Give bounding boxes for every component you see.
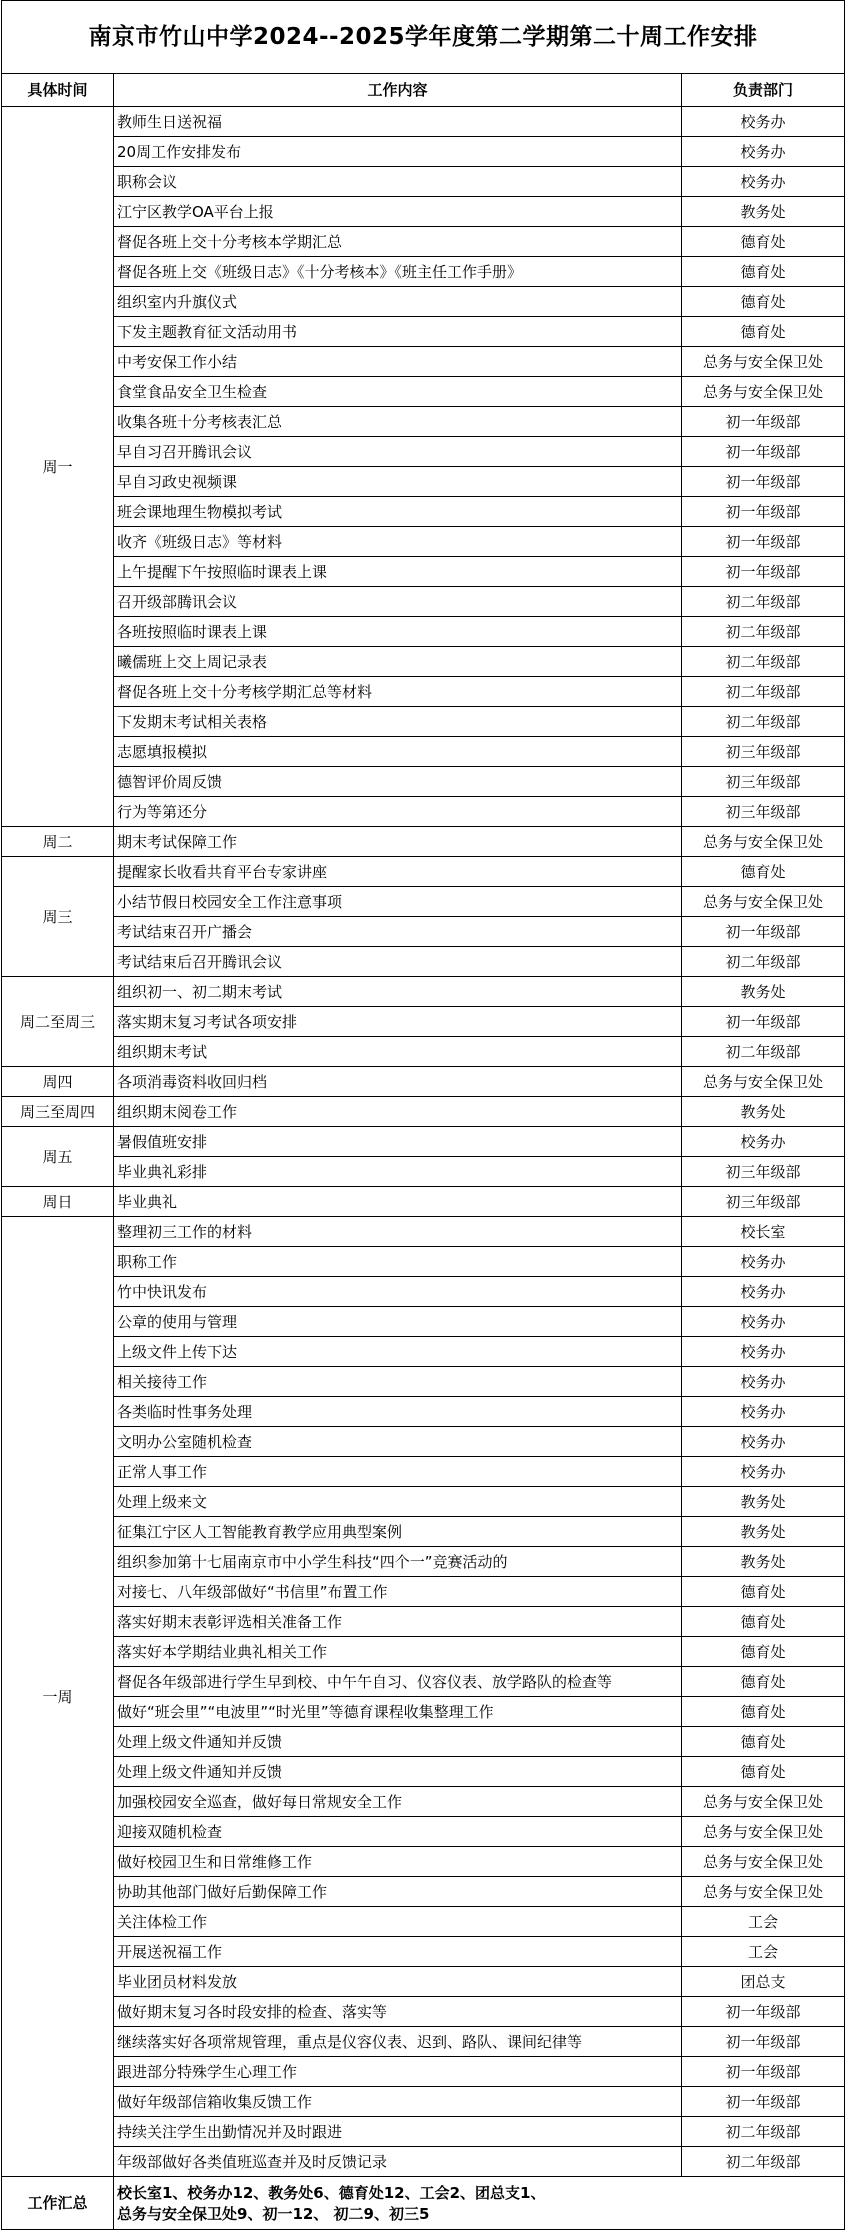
content-cell: 协助其他部门做好后勤保障工作 [114,1877,682,1907]
content-cell: 考试结束召开广播会 [114,917,682,947]
table-row [2,1757,845,1787]
content-cell: 相关接待工作 [114,1367,682,1397]
table-row [2,1217,845,1247]
table-row [2,527,845,557]
dept-cell: 初三年级部 [682,1157,845,1187]
content-cell: 职称工作 [114,1247,682,1277]
dept-cell: 德育处 [682,857,845,887]
dept-cell: 教务处 [682,1097,845,1127]
content-cell: 食堂食品安全卫生检查 [114,377,682,407]
dept-cell: 总务与安全保卫处 [682,347,845,377]
content-cell: 文明办公室随机检查 [114,1427,682,1457]
dept-cell: 初二年级部 [682,587,845,617]
table-row [2,497,845,527]
dept-cell: 工会 [682,1907,845,1937]
content-cell: 组织期末考试 [114,1037,682,1067]
table-row [2,707,845,737]
table-row [2,1727,845,1757]
dept-cell: 初三年级部 [682,737,845,767]
content-cell: 竹中快讯发布 [114,1277,682,1307]
schedule-body [2,107,845,2177]
content-cell: 落实好期末表彰评选相关准备工作 [114,1607,682,1637]
dept-cell: 德育处 [682,1607,845,1637]
table-row [2,107,845,137]
content-cell: 处理上级文件通知并反馈 [114,1757,682,1787]
dept-cell: 初三年级部 [682,767,845,797]
table-row [2,1457,845,1487]
time-cell: 周一 [2,107,114,827]
dept-cell: 教务处 [682,1487,845,1517]
dept-cell: 教务处 [682,977,845,1007]
table-row [2,1997,845,2027]
table-row [2,1397,845,1427]
content-cell: 组织期末阅卷工作 [114,1097,682,1127]
content-cell: 落实好本学期结业典礼相关工作 [114,1637,682,1667]
dept-cell: 总务与安全保卫处 [682,1817,845,1847]
dept-cell: 初二年级部 [682,1037,845,1067]
content-cell: 毕业团员材料发放 [114,1967,682,1997]
summary-line-2: 总务与安全保卫处9、初一12、 初二9、初三5 [117,2205,430,2223]
content-cell: 组织初一、初二期末考试 [114,977,682,1007]
content-cell: 开展送祝福工作 [114,1937,682,1967]
content-cell: 做好“班会里”“电波里”“时光里”等德育课程收集整理工作 [114,1697,682,1727]
content-cell: 德智评价周反馈 [114,767,682,797]
dept-cell: 教务处 [682,197,845,227]
table-row [2,917,845,947]
table-row [2,1967,845,1997]
dept-cell: 初三年级部 [682,1187,845,1217]
dept-cell: 校务办 [682,1367,845,1397]
table-row [2,827,845,857]
table-row [2,1187,845,1217]
dept-cell: 工会 [682,1937,845,1967]
table-row [2,1817,845,1847]
table-row [2,2027,845,2057]
table-row [2,137,845,167]
content-cell: 曦儒班上交上周记录表 [114,647,682,677]
content-cell: 上级文件上传下达 [114,1337,682,1367]
dept-cell: 教务处 [682,1517,845,1547]
table-row [2,1667,845,1697]
dept-cell: 校务办 [682,1277,845,1307]
content-cell: 关注体检工作 [114,1907,682,1937]
content-cell: 毕业典礼 [114,1187,682,1217]
table-row [2,1157,845,1187]
dept-cell: 校务办 [682,107,845,137]
summary-line-1: 校长室1、校务办12、教务处6、德育处12、工会2、团总支1、 [117,2184,546,2202]
content-cell: 小结节假日校园安全工作注意事项 [114,887,682,917]
content-cell: 20周工作安排发布 [114,137,682,167]
content-cell: 行为等第还分 [114,797,682,827]
content-cell: 公章的使用与管理 [114,1307,682,1337]
time-cell: 周日 [2,1187,114,1217]
dept-cell: 初二年级部 [682,2147,845,2177]
content-cell: 各项消毒资料收回归档 [114,1067,682,1097]
time-cell: 周二 [2,827,114,857]
dept-cell: 初三年级部 [682,797,845,827]
table-row [2,1427,845,1457]
table-row [2,677,845,707]
table-row [2,437,845,467]
content-cell: 江宁区教学OA平台上报 [114,197,682,227]
table-row [2,647,845,677]
dept-cell: 初二年级部 [682,617,845,647]
dept-cell: 德育处 [682,1727,845,1757]
dept-cell: 德育处 [682,317,845,347]
content-cell: 职称会议 [114,167,682,197]
table-row [2,1577,845,1607]
table-row [2,1877,845,1907]
table-row [2,737,845,767]
dept-cell: 总务与安全保卫处 [682,1067,845,1097]
content-cell: 暑假值班安排 [114,1127,682,1157]
content-cell: 班会课地理生物模拟考试 [114,497,682,527]
content-cell: 各类临时性事务处理 [114,1397,682,1427]
dept-cell: 团总支 [682,1967,845,1997]
dept-cell: 德育处 [682,1757,845,1787]
dept-cell: 初一年级部 [682,437,845,467]
table-row [2,2057,845,2087]
dept-cell: 初二年级部 [682,677,845,707]
table-row [2,1007,845,1037]
content-cell: 志愿填报模拟 [114,737,682,767]
dept-cell: 初一年级部 [682,2087,845,2117]
content-cell: 下发期末考试相关表格 [114,707,682,737]
content-cell: 做好期末复习各时段安排的检查、落实等 [114,1997,682,2027]
table-row [2,1247,845,1277]
table-row [2,1517,845,1547]
content-cell: 跟进部分特殊学生心理工作 [114,2057,682,2087]
table-row [2,1847,845,1877]
dept-cell: 教务处 [682,1547,845,1577]
content-cell: 早自习召开腾讯会议 [114,437,682,467]
content-cell: 督促各年级部进行学生早到校、中午午自习、仪容仪表、放学路队的检查等 [114,1667,682,1697]
content-cell: 继续落实好各项常规管理，重点是仪容仪表、迟到、路队、课间纪律等 [114,2027,682,2057]
table-row [2,2117,845,2147]
dept-cell: 德育处 [682,1577,845,1607]
dept-cell: 校务办 [682,1337,845,1367]
dept-cell: 总务与安全保卫处 [682,887,845,917]
content-cell: 收齐《班级日志》等材料 [114,527,682,557]
content-cell: 对接七、八年级部做好“书信里”布置工作 [114,1577,682,1607]
time-cell: 周三 [2,857,114,977]
dept-cell: 初一年级部 [682,2057,845,2087]
dept-cell: 校务办 [682,137,845,167]
content-cell: 组织参加第十七届南京市中小学生科技“四个一”竞赛活动的 [114,1547,682,1577]
content-cell: 持续关注学生出勤情况并及时跟进 [114,2117,682,2147]
table-row [2,317,845,347]
dept-cell: 德育处 [682,1667,845,1697]
table-row [2,1127,845,1157]
table-row [2,1037,845,1067]
table-row [2,1277,845,1307]
table-row [2,287,845,317]
content-cell: 组织室内升旗仪式 [114,287,682,317]
content-cell: 考试结束后召开腾讯会议 [114,947,682,977]
time-cell: 一周 [2,1217,114,2177]
content-cell: 督促各班上交十分考核本学期汇总 [114,227,682,257]
content-cell: 正常人事工作 [114,1457,682,1487]
table-row [2,1487,845,1517]
header-dept: 负责部门 [682,74,845,107]
content-cell: 毕业典礼彩排 [114,1157,682,1187]
table-row [2,227,845,257]
table-row [2,197,845,227]
dept-cell: 初二年级部 [682,707,845,737]
table-row [2,2087,845,2117]
time-cell: 周五 [2,1127,114,1187]
table-row [2,1337,845,1367]
content-cell: 督促各班上交《班级日志》《十分考核本》《班主任工作手册》 [114,257,682,287]
content-cell: 上午提醒下午按照临时课表上课 [114,557,682,587]
table-row [2,587,845,617]
content-cell: 中考安保工作小结 [114,347,682,377]
table-row [2,347,845,377]
table-row [2,1937,845,1967]
dept-cell: 初一年级部 [682,1997,845,2027]
content-cell: 教师生日送祝福 [114,107,682,137]
dept-cell: 初一年级部 [682,1007,845,1037]
content-cell: 征集江宁区人工智能教育教学应用典型案例 [114,1517,682,1547]
schedule-table [1,0,845,2230]
dept-cell: 初一年级部 [682,497,845,527]
dept-cell: 初二年级部 [682,947,845,977]
dept-cell: 总务与安全保卫处 [682,377,845,407]
table-row [2,377,845,407]
dept-cell: 总务与安全保卫处 [682,1877,845,1907]
dept-cell: 校务办 [682,1247,845,1277]
table-row [2,887,845,917]
content-cell: 召开级部腾讯会议 [114,587,682,617]
table-row [2,797,845,827]
dept-cell: 德育处 [682,1637,845,1667]
table-row [2,1067,845,1097]
dept-cell: 总务与安全保卫处 [682,1787,845,1817]
dept-cell: 初二年级部 [682,2117,845,2147]
dept-cell: 总务与安全保卫处 [682,1847,845,1877]
header-row [2,74,845,107]
dept-cell: 校务办 [682,1457,845,1487]
content-cell: 落实期末复习考试各项安排 [114,1007,682,1037]
dept-cell: 德育处 [682,227,845,257]
content-cell: 年级部做好各类值班巡查并及时反馈记录 [114,2147,682,2177]
dept-cell: 初一年级部 [682,917,845,947]
summary-label: 工作汇总 [2,2177,114,2230]
dept-cell: 初一年级部 [682,467,845,497]
page-title: 南京市竹山中学2024--2025学年度第二学期第二十周工作安排 [2,1,845,74]
dept-cell: 校务办 [682,1127,845,1157]
table-row [2,947,845,977]
dept-cell: 校长室 [682,1217,845,1247]
dept-cell: 初一年级部 [682,2027,845,2057]
content-cell: 提醒家长收看共育平台专家讲座 [114,857,682,887]
content-cell: 督促各班上交十分考核学期汇总等材料 [114,677,682,707]
dept-cell: 初一年级部 [682,527,845,557]
time-cell: 周二至周三 [2,977,114,1067]
content-cell: 处理上级来文 [114,1487,682,1517]
dept-cell: 初一年级部 [682,407,845,437]
dept-cell: 德育处 [682,1697,845,1727]
table-row [2,2147,845,2177]
dept-cell: 德育处 [682,287,845,317]
header-time: 具体时间 [2,74,114,107]
content-cell: 做好年级部信箱收集反馈工作 [114,2087,682,2117]
table-row [2,767,845,797]
table-row [2,1367,845,1397]
dept-cell: 校务办 [682,1397,845,1427]
content-cell: 下发主题教育征文活动用书 [114,317,682,347]
table-row [2,1697,845,1727]
table-row [2,1547,845,1577]
table-row [2,257,845,287]
dept-cell: 校务办 [682,1427,845,1457]
dept-cell: 初二年级部 [682,647,845,677]
table-row [2,557,845,587]
content-cell: 各班按照临时课表上课 [114,617,682,647]
dept-cell: 校务办 [682,1307,845,1337]
table-row [2,1787,845,1817]
dept-cell: 校务办 [682,167,845,197]
dept-cell: 初一年级部 [682,557,845,587]
table-row [2,1907,845,1937]
table-row [2,167,845,197]
header-content: 工作内容 [114,74,682,107]
time-cell: 周三至周四 [2,1097,114,1127]
dept-cell: 德育处 [682,257,845,287]
table-row [2,857,845,887]
content-cell: 期末考试保障工作 [114,827,682,857]
table-row [2,977,845,1007]
time-cell: 周四 [2,1067,114,1097]
content-cell: 加强校园安全巡查，做好每日常规安全工作 [114,1787,682,1817]
table-row [2,1607,845,1637]
table-row [2,407,845,437]
table-row [2,1637,845,1667]
table-row [2,617,845,647]
table-row [2,1307,845,1337]
content-cell: 做好校园卫生和日常维修工作 [114,1847,682,1877]
table-row [2,1097,845,1127]
dept-cell: 总务与安全保卫处 [682,827,845,857]
content-cell: 收集各班十分考核表汇总 [114,407,682,437]
content-cell: 整理初三工作的材料 [114,1217,682,1247]
content-cell: 处理上级文件通知并反馈 [114,1727,682,1757]
content-cell: 迎接双随机检查 [114,1817,682,1847]
content-cell: 早自习政史视频课 [114,467,682,497]
table-row [2,467,845,497]
